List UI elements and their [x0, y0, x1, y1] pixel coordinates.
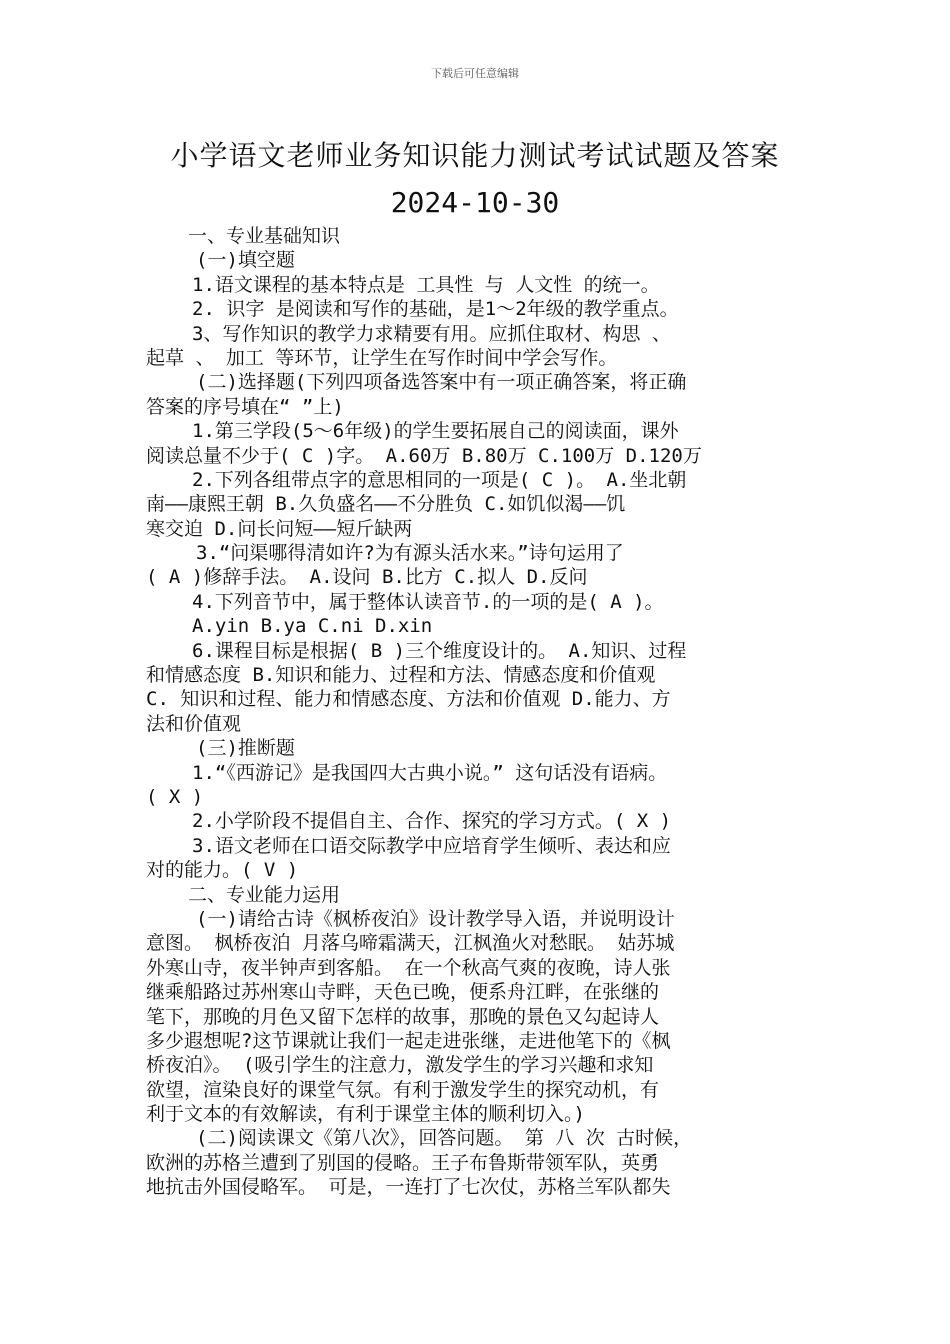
text-line: 1.语文课程的基本特点是 工具性 与 人文性 的统一。 [192, 273, 660, 296]
text-line: 二、专业能力运用 [188, 883, 341, 906]
text-line: 笔下，那晚的月色又留下怎样的故事，那晚的景色又勾起诗人 [146, 1005, 660, 1028]
text-line: 答案的序号填在“ ”上) [146, 395, 344, 418]
text-line: 3.语文老师在口语交际教学中应培育学生倾听、表达和应 [192, 834, 671, 857]
text-line: 6.课程目标是根据( B )三个维度设计的。 A.知识、过程 [192, 639, 687, 662]
header-note: 下载后可任意编辑 [431, 67, 519, 80]
text-line: 桥夜泊》。 (吸引学生的注意力，激发学生的学习兴趣和求知 [146, 1054, 654, 1077]
text-line: A.yin B.ya C.ni D.xin [192, 615, 433, 638]
document-body [146, 224, 826, 1200]
text-line: ( X ) [146, 785, 204, 808]
text-line: 2.下列各组带点字的意思相同的一项是( C )。 A.坐北朝 [192, 468, 687, 491]
text-line: (三)推断题 [196, 737, 295, 760]
text-line: 1.第三学段(5～6年级)的学生要拓展自己的阅读面，课外 [192, 420, 679, 443]
text-line: 法和价值观 [146, 712, 242, 735]
text-line: 起草 、 加工 等环节，让学生在写作时间中学会写作。 [146, 346, 618, 369]
text-line: (二)阅读课文《第八次》，回答问题。 第 八 次 古时候， [196, 1127, 693, 1150]
text-line: C. 知识和过程、能力和情感态度、方法和价值观 D.能力、方 [146, 688, 671, 711]
text-line: 3.“问渠哪得清如许?为有源头活水来。”诗句运用了 [196, 542, 624, 565]
text-line: 对的能力。( V ) [146, 859, 299, 882]
text-line: 地抗击外国侵略军。 可是，一连打了七次仗，苏格兰军队都失 [146, 1176, 671, 1199]
text-line: (一)填空题 [196, 249, 295, 272]
text-line: 欧洲的苏格兰遭到了别国的侵略。王子布鲁斯带领军队，英勇 [146, 1151, 660, 1174]
text-line: 外寒山寺，夜半钟声到客船。 在一个秋高气爽的夜晚，诗人张 [146, 956, 671, 979]
text-line: 意图。 枫桥夜泊 月落乌啼霜满天，江枫渔火对愁眠。 姑苏城 [146, 932, 675, 955]
text-line: (二)选择题(下列四项备选答案中有一项正确答案，将正确 [196, 371, 687, 394]
text-line: ( A )修辞手法。 A.设问 B.比方 C.拟人 D.反问 [146, 566, 588, 589]
document-title: 小学语文老师业务知识能力测试考试试题及答案 [170, 139, 780, 172]
text-line: 继乘船路过苏州寒山寺畔，天色已晚，便系舟江畔，在张继的 [146, 981, 660, 1004]
text-line: 2. 识字 是阅读和写作的基础，是1～2年级的教学重点。 [192, 298, 679, 321]
text-line: 多少遐想呢?这节课就让我们一起走进张继，走进他笔下的《枫 [146, 1029, 671, 1052]
text-line: 3、写作知识的教学力求精要有用。应抓住取材、构思 、 [192, 322, 671, 345]
text-line: 一、专业基础知识 [188, 225, 341, 247]
text-line: 阅读总量不少于( C )字。 A.60万 B.80万 C.100万 D.120万 [146, 444, 702, 467]
text-line: 2.小学阶段不提倡自主、合作、探究的学习方式。( X ) [192, 810, 672, 833]
text-line: 欲望，渲染良好的课堂气氛。有利于激发学生的探究动机，有 [146, 1078, 660, 1101]
text-line: (一)请给古诗《枫桥夜泊》设计教学导入语，并说明设计 [196, 907, 675, 930]
text-line: 1.“《西游记》是我国四大古典小说。” 这句话没有语病。 [192, 761, 668, 784]
text-line: 和情感态度 B.知识和能力、过程和方法、情感态度和价值观 [146, 664, 656, 687]
text-line: 利于文本的有效解读，有利于课堂主体的顺利切入。) [146, 1103, 585, 1126]
text-line: 寒交迫 D.问长问短——短斤缺两 [146, 517, 413, 540]
text-line: 南——康熙王朝 B.久负盛名——不分胜负 C.如饥似渴——饥 [146, 493, 626, 516]
document-date: 2024-10-30 [390, 186, 560, 219]
text-line: 4.下列音节中，属于整体认读音节.的一项的是( A )。 [192, 590, 664, 613]
